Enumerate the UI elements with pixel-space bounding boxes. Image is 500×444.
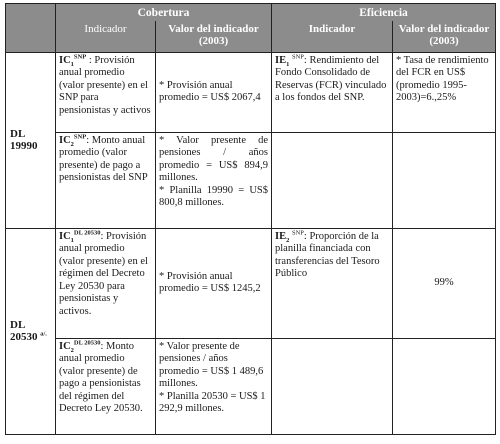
row-label-prefix: DL [10,318,26,331]
value-ic2-snp: * Valor presente de pensiones / años promedio = US$ 894,9 millones. * Planilla 19990 = US$ 800,8 millones. [156,132,272,228]
row-label-number: 20530 [10,331,38,343]
indicator-text: : Rendimiento del Fondo Consolidado de Reservas (FCR) vinculado a los fondos del SNP. [275,54,387,103]
row-label-number: 19990 [10,140,38,152]
indicator-ie1-snp: $IE_1$ $^{SNP}$: Rendimiento del Fondo Consolidado de Reservas (FCR) vinculado a los fondos del SNP. [272,52,393,132]
header-indicador-cobertura: Indicador [56,21,156,53]
empty-cell [393,132,496,228]
indicator-code: $IE_2$ [275,230,290,244]
header-valor-cobertura: Valor del indicador (2003) [156,21,272,53]
indicator-ic1-dl20530 [56,228,156,338]
indicator-code: $IC_2^{DL 20530}$ [59,339,101,354]
indicator-code: $IC_1^{DL 20530}$ [59,229,101,244]
row-label-prefix: DL [10,127,26,140]
indicator-text: : Provisión anual promedio (valor presente) en el régimen del Decreto Ley 20530 para pensionistas y activos. [59,230,148,317]
value-ie1-snp: * Tasa de rendimiento del FCR en US$ (promedio 1995-2003)=6.,25% [393,52,496,132]
value-ic1-snp: * Provisión anual promedio = US$ 2067,4 [156,52,272,132]
footnote-marker: a/. [40,330,47,338]
indicator-code: $IC_1^{SNP}$ [59,53,87,68]
indicator-ie2-snp: $IE_2$ $^{SNP}$: Proporción de la planilla financiada con transferencias del Tesoro Público [272,228,393,338]
indicator-text: : Provisión anual promedio (valor presente) en el SNP para pensionistas y activos [59,54,151,116]
header-valor-eficiencia: Valor del indicador (2003) [393,21,496,53]
indicators-table [5,3,496,435]
indicator-text: : Monto anual promedio (valor presente) de pago a pensionistas del régimen del Decreto Ley 20530. [59,340,143,414]
empty-cell [272,338,393,434]
indicator-text: : Proporción de la planilla financiada con transferencias del Tesoro Público [275,230,380,279]
indicator-code: $IE_1$ [275,54,290,68]
indicator-ic2-snp [56,132,156,228]
indicator-code: $IC_2^{SNP}$ [59,133,87,148]
indicator-text: : Monto anual promedio (valor presente) de pago a pensionistas del SNP [59,134,148,183]
row-label-dl19990 [6,52,56,228]
header-corner [6,4,56,53]
value-ie2-snp: 99% [393,228,496,338]
header-eficiencia: Eficiencia [272,4,496,21]
header-indicador-eficiencia: Indicador [272,21,393,53]
value-ic2-dl20530: * Valor presente de pensiones / años promedio = US$ 1 489,6 millones. * Planilla 20530 = US$ 1 292,9 millones. [156,338,272,434]
indicator-ic1-snp [56,52,156,132]
indicator-ic2-dl20530 [56,338,156,434]
empty-cell [393,338,496,434]
value-ic1-dl20530: * Provisión anual promedio = US$ 1245,2 [156,228,272,338]
row-label-dl20530 [6,228,56,434]
header-cobertura: Cobertura [56,4,272,21]
empty-cell [272,132,393,228]
